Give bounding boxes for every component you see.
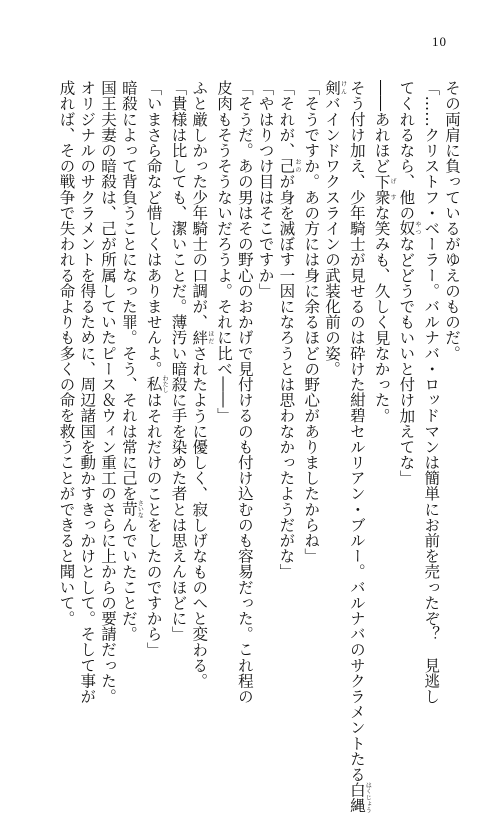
furigana-annotation: 奴やつ	[397, 220, 421, 237]
text-line: 成れば、その戦争で失われる命よりも多くの命を救うことができると聞いて。	[57, 80, 76, 626]
text-line: 「そうですか。あの方には身に余るほどの野心がありましたからね」	[302, 80, 321, 564]
novel-text-column	[56, 80, 462, 813]
page-number: 10	[432, 34, 447, 49]
text-line: オリジナルのサクラメントを得るために、周辺諸国を動かすきっかけとして。そして事が	[78, 80, 97, 704]
text-line: 「それが、己おのが身を滅ぼす一因になろうとは思わなかったようだがな」	[277, 80, 301, 580]
furigana-annotation: 私わたし	[144, 375, 169, 394]
text-line: その両肩に負っているがゆえのものだ。	[443, 80, 461, 361]
furigana-annotation: 白縄はくじょう	[347, 782, 372, 813]
text-line: 「いまさら命など惜しくはありませんよ。私わたしはそれだけのことをしたのですから」	[144, 80, 169, 658]
furigana-annotation: 剣けん	[323, 80, 347, 96]
text-line: そう付け加え、少年騎士が見せるのは砕けた紺碧セルリアン・ブルー。バルナバのサクラメントたる白縄はくじょう	[347, 80, 372, 813]
furigana-annotation: 下衆げす	[372, 173, 397, 205]
furigana-annotation: 絆ほだ	[190, 329, 214, 346]
furigana-annotation: 己おの	[277, 158, 301, 174]
text-line: てくれるなら、他の奴やつなどどうでもいいと付け加えてな」	[397, 80, 421, 486]
text-line: 「貴様は比しても、潔いことだ。薄汚い暗殺に手を染めた者とは思えんほどに」	[169, 80, 188, 642]
text-line: 剣けんバインドワクスラインの武装化前の姿。	[323, 80, 347, 377]
text-line: 皮肉もそうそうないだろうよ。それに比べ――」	[215, 80, 234, 424]
text-line: 「やはりつけ目はそこですか」	[256, 80, 275, 299]
furigana-annotation: 苛さいな	[119, 500, 144, 519]
text-line: ふと厳しかった少年騎士の口調が、絆ほだされたように優しく、寂しげなものへと変わる。	[190, 80, 214, 689]
text-line: 「……クリストフ・ベーラー。バルナバ・ロッドマンは簡単にお前を売ったぞ？ 見逃し	[422, 80, 441, 704]
text-line: 国王夫妻の暗殺は、己が所属していたピース＆ウィン重工のさらに上からの要請だった。	[99, 80, 118, 704]
text-line: 暗殺によって背負うことになった罪。そう、それは常に己を苛さいなんでいたことだ。	[119, 80, 144, 642]
text-line: 「そうだ。あの男はその野心のおかげで見付けるのも付け込むのも容易だった。これ程の	[235, 80, 254, 704]
text-line: ――あれほど下衆げすな笑みも、久しく見なかった。	[372, 80, 397, 424]
